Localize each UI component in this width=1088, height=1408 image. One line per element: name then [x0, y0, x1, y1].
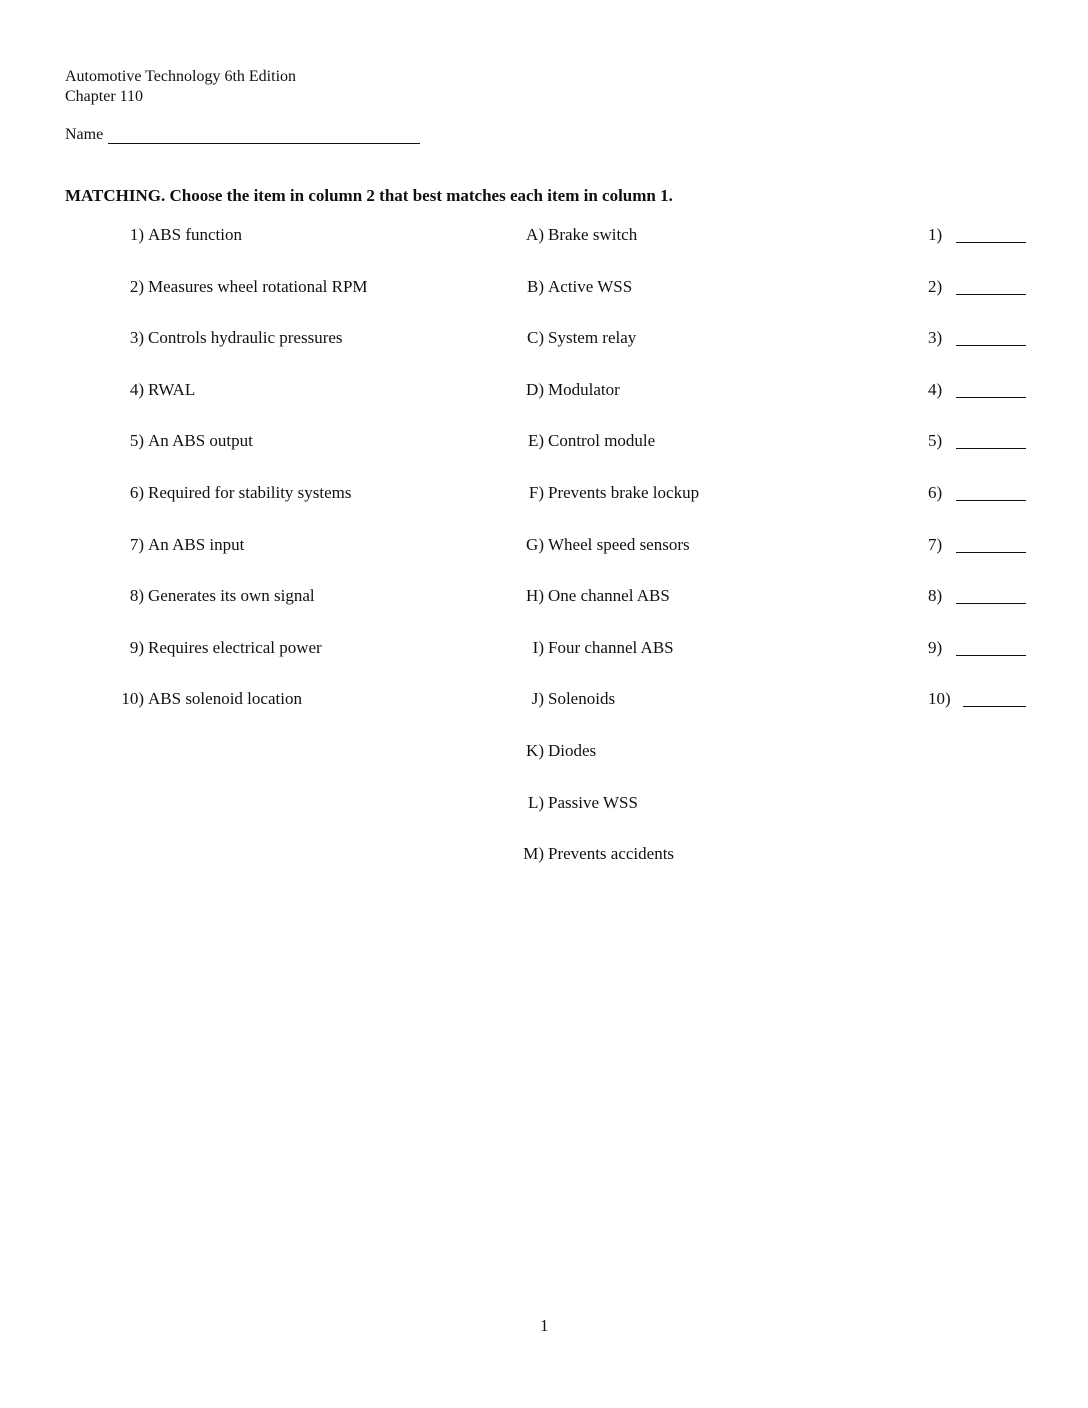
col2-item-letter: F) [528, 483, 544, 502]
col1-item-number: 3) [129, 328, 144, 348]
col2-item-letter: M) [523, 844, 544, 864]
instructions: MATCHING. Choose the item in column 2 that best matches each item in column 1. [65, 186, 673, 205]
answer-number: 7) [928, 534, 943, 554]
col1-item-text: An ABS output [148, 431, 253, 451]
col1-item-number: 2) [129, 276, 144, 296]
col1-item-text: Measures wheel rotational RPM [148, 276, 368, 296]
answer-number: 9) [928, 637, 943, 657]
answer-blank[interactable] [956, 448, 1026, 449]
col1-item-text: Required for stability systems [148, 483, 352, 502]
col2-item-letter: K) [526, 741, 544, 760]
col2-item-text: Control module [548, 431, 656, 451]
col1-item-number: 8) [129, 586, 144, 606]
col2-item-letter: H) [526, 586, 544, 606]
answer-number: 2) [928, 276, 943, 296]
col2-item-text: Wheel speed sensors [548, 534, 690, 554]
name-label: Name [65, 126, 104, 143]
answer-number: 3) [928, 328, 943, 348]
col2-item-letter: G) [526, 534, 544, 554]
col2-item-text: Diodes [548, 741, 597, 760]
col1-item-text: ABS solenoid location [148, 689, 302, 709]
col2-item-text: Brake switch [548, 225, 638, 244]
col2-item-letter: D) [526, 379, 544, 399]
answer-blank[interactable] [956, 345, 1026, 346]
col2-item-text: Prevents accidents [548, 844, 675, 864]
col2-item-text: Four channel ABS [548, 637, 674, 657]
answer-number: 10) [928, 689, 951, 709]
col1-item-number: 10) [121, 689, 144, 709]
col2-item-letter: J) [531, 689, 544, 709]
col1-item-text: ABS function [148, 225, 242, 244]
chapter-label: Chapter 110 [65, 88, 144, 105]
col1-item-number: 6) [129, 483, 144, 502]
col1-item-text: An ABS input [148, 534, 245, 554]
col2-item-text: Modulator [548, 379, 620, 399]
col2-item-letter: I) [532, 637, 544, 657]
col2-item-text: One channel ABS [548, 586, 670, 606]
col2-item-letter: A) [526, 225, 544, 244]
answer-number: 4) [928, 379, 943, 399]
answer-blank[interactable] [956, 603, 1026, 604]
col2-item-letter: C) [527, 328, 544, 348]
answer-blank[interactable] [956, 294, 1026, 295]
answer-blank[interactable] [956, 552, 1026, 553]
answer-blank[interactable] [956, 500, 1026, 501]
col1-item-number: 4) [129, 379, 144, 399]
col1-item-number: 9) [129, 637, 144, 657]
col2-item-letter: E) [527, 431, 544, 451]
col2-item-text: Active WSS [548, 276, 633, 296]
col2-item-text: Prevents brake lockup [548, 483, 700, 502]
col2-item-text: Solenoids [548, 689, 616, 709]
answer-blank[interactable] [956, 397, 1026, 398]
col1-item-text: Requires electrical power [148, 637, 322, 657]
col1-item-number: 7) [129, 534, 144, 554]
answer-number: 5) [928, 431, 943, 451]
page-number: 1 [540, 1316, 549, 1335]
answer-blank[interactable] [956, 655, 1026, 656]
col1-item-number: 5) [129, 431, 144, 451]
col1-item-text: RWAL [148, 379, 196, 399]
col2-item-text: Passive WSS [548, 792, 638, 812]
answer-number: 8) [928, 586, 943, 606]
col2-item-text: System relay [548, 328, 637, 348]
answer-number: 1) [928, 225, 943, 244]
col1-item-text: Generates its own signal [148, 586, 315, 606]
answer-number: 6) [928, 483, 943, 502]
book-title: Automotive Technology 6th Edition [65, 68, 297, 85]
col1-item-text: Controls hydraulic pressures [148, 328, 343, 348]
answer-blank[interactable] [956, 242, 1026, 243]
name-field-line[interactable] [108, 143, 420, 144]
col2-item-letter: L) [527, 792, 544, 812]
answer-blank[interactable] [963, 706, 1026, 707]
col2-item-letter: B) [527, 276, 544, 296]
col1-item-number: 1) [129, 225, 144, 244]
